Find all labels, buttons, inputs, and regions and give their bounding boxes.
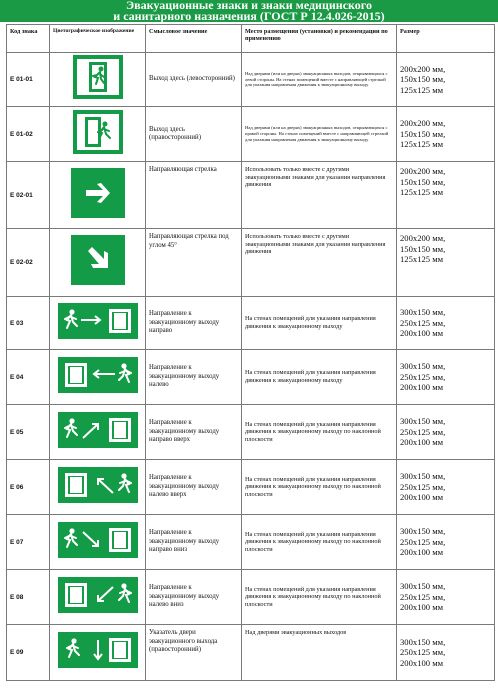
- sign-code: E 02-02: [7, 229, 50, 297]
- sign-meaning: Направляющая стрелка: [146, 162, 242, 229]
- page-title: [0, 0, 498, 22]
- table-row: [7, 350, 495, 405]
- sign-meaning: Направление к эвакуационному выходу направо вниз: [146, 515, 242, 570]
- sign-meaning: Направление к эвакуационному выходу налево вверх: [146, 460, 242, 515]
- sign-placement: На стенах помещений для указания направления движения к эвакуационному выходу по наклонной плоскости: [242, 515, 397, 570]
- exit-left-icon: [73, 55, 123, 99]
- header-size: Размер: [397, 25, 495, 53]
- header-image: Цветографическое изображение: [50, 25, 146, 53]
- header-placement: Место размещения (установки) и рекомендации по применению: [242, 25, 397, 53]
- sign-code: E 06: [7, 460, 50, 515]
- sign-placement: На стенах помещений для указания направления движения к эвакуационному выходу по наклонной плоскости: [242, 460, 397, 515]
- arrow-diagonal-icon: [71, 235, 125, 285]
- table-row: [7, 460, 495, 515]
- sign-meaning: Выход здесь (левосторонний): [146, 53, 242, 107]
- table-row: [7, 162, 495, 229]
- sign-sizes: 300x150 мм, 250x125 мм, 200x100 мм: [397, 460, 495, 515]
- sign-code: E 03: [7, 297, 50, 350]
- table-row: [7, 515, 495, 570]
- signs-table: [6, 24, 495, 681]
- sign-placement: Над дверями (или на дверях) эвакуационных выходов, открывающихся с левой стороны. На стенах помещений вместе с направляющей стрелкой для указания направления движения к эвакуационному выходу: [242, 53, 397, 107]
- sign-meaning: Указатель двери эвакуационного выхода (правосторонний): [146, 625, 242, 681]
- sign-placement: На стенах помещений для указания направления движения к эвакуационному выходу по наклонной плоскости: [242, 570, 397, 625]
- exit-direction-right-down-icon: [58, 522, 138, 558]
- sign-code: E 04: [7, 350, 50, 405]
- sign-placement: На стенах помещений для указания направления движения к эвакуационному выходу по наклонной плоскости: [242, 405, 397, 460]
- sign-sizes: 200x200 мм, 150x150 мм, 125x125 мм: [397, 229, 495, 297]
- sign-placement: Использовать только вместе с другими эвакуационными знаками для указания направления движения: [242, 229, 397, 297]
- table-row: [7, 625, 495, 681]
- sign-sizes: 300x150 мм, 250x125 мм, 200x100 мм: [397, 405, 495, 460]
- sign-sizes: 200x200 мм, 150x150 мм, 125x125 мм: [397, 162, 495, 229]
- sign-code: E 08: [7, 570, 50, 625]
- sign-meaning: Направление к эвакуационному выходу направо вверх: [146, 405, 242, 460]
- header-meaning: Смысловое значение: [146, 25, 242, 53]
- exit-direction-right-up-icon: [58, 412, 138, 448]
- sign-sizes: 300x150 мм, 250x125 мм, 200x100 мм: [397, 625, 495, 681]
- table-row: [7, 107, 495, 162]
- arrow-right-icon: [71, 168, 125, 218]
- exit-direction-left-icon: [58, 357, 138, 393]
- sign-placement: Над дверями эвакуационных выходов: [242, 625, 397, 681]
- exit-door-pointer-icon: [58, 632, 138, 668]
- title-line-1: Эвакуационные знаки и знаки медицинского: [126, 0, 372, 12]
- sign-sizes: 200x200 мм, 150x150 мм, 125x125 мм: [397, 53, 495, 107]
- sign-placement: На стенах помещений для указания направления движения к эвакуационному выходу: [242, 297, 397, 350]
- sign-code: E 05: [7, 405, 50, 460]
- exit-direction-right-icon: [58, 303, 138, 339]
- sign-sizes: 300x150 мм, 250x125 мм, 200x100 мм: [397, 297, 495, 350]
- sign-meaning: Направление к эвакуационному выходу налево вниз: [146, 570, 242, 625]
- sign-placement: Использовать только вместе с другими эвакуационными знаками для указания направления движения: [242, 162, 397, 229]
- header-code: Код знака: [7, 25, 50, 53]
- sign-code: E 02-01: [7, 162, 50, 229]
- sign-placement: Над дверями (или на дверях) эвакуационных выходов, открывающихся с правой стороны. На стенах помещений вместе с направляющей стрелкой для указания направления движения к эвакуационному выходу: [242, 107, 397, 162]
- sign-code: E 09: [7, 625, 50, 681]
- sign-sizes: 200x200 мм, 150x150 мм, 125x125 мм: [397, 107, 495, 162]
- table-row: [7, 297, 495, 350]
- sign-meaning: Направляющая стрелка под углом 45°: [146, 229, 242, 297]
- sign-sizes: 300x150 мм, 250x125 мм, 200x100 мм: [397, 570, 495, 625]
- sign-meaning: Выход здесь (правосторонний): [146, 107, 242, 162]
- exit-right-icon: [73, 110, 123, 154]
- sign-sizes: 300x150 мм, 250x125 мм, 200x100 мм: [397, 515, 495, 570]
- sign-meaning: Направление к эвакуационному выходу налево: [146, 350, 242, 405]
- sign-code: E 07: [7, 515, 50, 570]
- exit-direction-left-up-icon: [58, 467, 138, 503]
- table-row: [7, 405, 495, 460]
- table-header: [7, 25, 495, 53]
- sign-placement: На стенах помещений для указания направления движения к эвакуационному выходу: [242, 350, 397, 405]
- table-row: [7, 229, 495, 297]
- title-line-2: и санитарного назначения (ГОСТ Р 12.4.026-2015): [113, 9, 385, 22]
- table-row: [7, 570, 495, 625]
- sign-sizes: 300x150 мм, 250x125 мм, 200x100 мм: [397, 350, 495, 405]
- sign-code: E 01-01: [7, 53, 50, 107]
- sign-code: E 01-02: [7, 107, 50, 162]
- table-row: [7, 53, 495, 107]
- exit-direction-left-down-icon: [58, 577, 138, 613]
- sign-meaning: Направление к эвакуационному выходу направо: [146, 297, 242, 350]
